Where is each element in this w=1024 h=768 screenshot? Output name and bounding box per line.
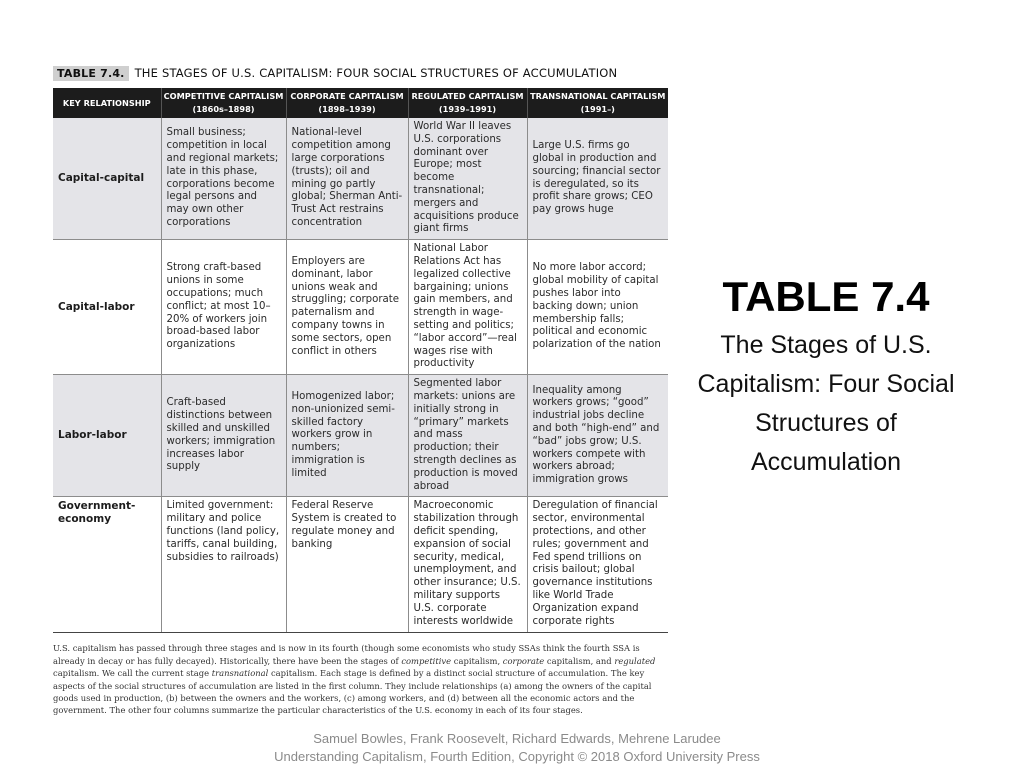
table-cell: Strong craft-based unions in some occupations; much conflict; at most 10–20% of workers join broad-based labor organizations <box>161 240 286 375</box>
slide-title-block <box>688 270 964 482</box>
table-footnote: U.S. capitalism has passed through three stages and is now in its fourth (though some economists who study SSAs think the fourth SSA is already in decay or has fully decayed). Historically, there have been the stages of competitive capitalism, corporate capitalism, and regulated capitalism. We call the current stage transnational capitalism. Each stage is defined by a distinct social structure of accumulation. The key aspects of the social structures of accumulation are listed in the first column. They include relationships (a) among the owners of the capital goods used in production, (b) between the owners and the workers, (c) among workers, and (d) between all the economic actors and the government. The other four columns summarize the particular characteristics of the U.S. economy in each of its four stages. <box>53 643 656 716</box>
table-cell: No more labor accord; global mobility of capital pushes labor into backing down; union membership falls; political and economic polarization of the nation <box>527 240 668 375</box>
header-regulated: REGULATED CAPITALISM (1939–1991) <box>408 88 527 118</box>
table-row <box>53 497 668 633</box>
table-cell: Inequality among workers grows; “good” industrial jobs decline and both “high-end” and “bad” jobs grow; U.S. workers compete with workers abroad; immigration grows <box>527 375 668 497</box>
table-cell: Large U.S. firms go global in production and sourcing; financial sector is deregulated, so its profit share grows; CEO pay grows huge <box>527 118 668 240</box>
row-label: Capital-capital <box>53 118 161 240</box>
table-caption <box>53 64 668 82</box>
header-corporate: CORPORATE CAPITALISM (1898–1939) <box>286 88 408 118</box>
table-caption-tag: TABLE 7.4. <box>53 66 129 81</box>
table-row <box>53 240 668 375</box>
table-cell: World War II leaves U.S. corporations dominant over Europe; most become transnational; mergers and acquisitions produce giant firms <box>408 118 527 240</box>
table-cell: Macroeconomic stabilization through deficit spending, expansion of social security, medical, unemployment, and other insurance; U.S. military supports U.S. corporate interests worldwide <box>408 497 527 633</box>
row-label: Government-economy <box>53 497 161 633</box>
table-cell: National Labor Relations Act has legalized collective bargaining; unions gain members, and strength in wage-setting and politics; “labor accord”—real wages rise with productivity <box>408 240 527 375</box>
table-cell: Small business; competition in local and regional markets; late in this phase, corporations become legal persons and may own other corporations <box>161 118 286 240</box>
table-cell: Deregulation of financial sector, environmental protections, and other rules; government and Fed spend trillions on crisis bailout; global governance institutions like World Trade Organization expand corporate rights <box>527 497 668 633</box>
table-cell: Homogenized labor; non-unionized semi-skilled factory workers grow in numbers; immigration is limited <box>286 375 408 497</box>
table-row <box>53 375 668 497</box>
slide-title: TABLE 7.4 <box>722 273 930 320</box>
table-header-row <box>53 88 668 118</box>
table-caption-title: THE STAGES OF U.S. CAPITALISM: FOUR SOCIAL STRUCTURES OF ACCUMULATION <box>134 66 618 80</box>
header-key-relationship: KEY RELATIONSHIP <box>53 88 161 118</box>
row-label: Capital-labor <box>53 240 161 375</box>
table-cell: Craft-based distinctions between skilled and unskilled workers; immigration increases labor supply <box>161 375 286 497</box>
slide-subtitle: The Stages of U.S. Capitalism: Four Social Structures of Accumulation <box>697 331 955 476</box>
table-cell: Employers are dominant, labor unions weak and struggling; corporate paternalism and company towns in some sectors, open conflict in others <box>286 240 408 375</box>
table-cell: National-level competition among large corporations (trusts); oil and mining go partly global; Sherman Anti-Trust Act restrains concentration <box>286 118 408 240</box>
stages-table <box>53 88 668 633</box>
footer-copyright: Understanding Capitalism, Fourth Edition, Copyright © 2018 Oxford University Press <box>274 749 760 764</box>
table-cell: Limited government: military and police functions (land policy, tariffs, canal building, subsidies to railroads) <box>161 497 286 633</box>
row-label: Labor-labor <box>53 375 161 497</box>
table-cell: Segmented labor markets: unions are initially strong in “primary” markets and mass production; their strength declines as production is moved abroad <box>408 375 527 497</box>
table-cell: Federal Reserve System is created to regulate money and banking <box>286 497 408 633</box>
footer-authors: Samuel Bowles, Frank Roosevelt, Richard Edwards, Mehrene Larudee <box>313 731 721 746</box>
header-transnational: TRANSNATIONAL CAPITALISM (1991–) <box>527 88 668 118</box>
table-row <box>53 118 668 240</box>
table-figure <box>53 64 668 717</box>
header-competitive: COMPETITIVE CAPITALISM (1860s–1898) <box>161 88 286 118</box>
